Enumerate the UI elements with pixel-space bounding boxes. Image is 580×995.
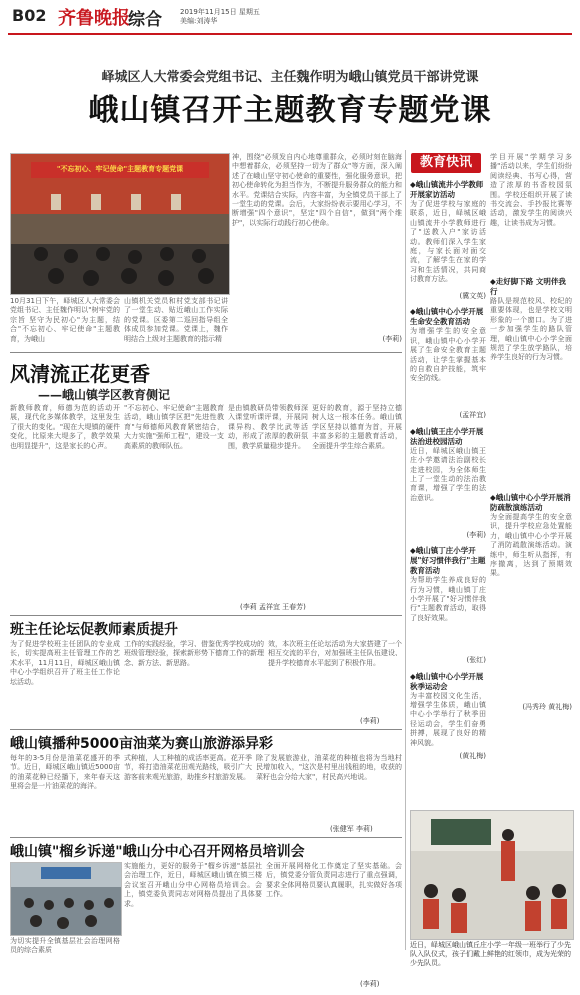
classroom-photo-icon — [411, 811, 573, 939]
sidebar-item-byline: (冀文英) — [459, 292, 486, 300]
story5-photo — [10, 862, 122, 936]
lead-headline: 峨山镇召开主题教育专题党课 — [88, 93, 492, 128]
sidebar-item-byline: (黄礼梅) — [459, 751, 486, 760]
sidebar-title: 教育快讯 — [411, 153, 481, 173]
sidebar-item-head: ◆峨山镇流井小学教师开展家访活动 — [410, 180, 484, 199]
sidebar-item-byline: (张红) — [466, 656, 486, 665]
sidebar-item — [410, 307, 486, 420]
lead-byline: (李莉) — [382, 335, 402, 343]
sidebar-col2 — [490, 153, 572, 803]
feature-col3: 是由镇教研员带领教师深入课堂听课评课，开展同课异构、教学比武等活动，形成了浓厚的教研氛围，教学质量稳步提升。 — [228, 404, 308, 450]
sidebar-item-body: 为增强学生的安全意识，峨山镇中心小学开展了生命安全教育主题活动，让学生掌握基本的自救自护技能，筑牢安全防线。 — [410, 327, 486, 383]
sidebar-item-body: 近日，峄城区峨山镇王庄小学邀请法治副校长走进校园，为全体师生上了一堂生动的法治教育课，增强了学生的法治意识。 — [410, 446, 486, 502]
sidebar-col1 — [410, 180, 486, 800]
story3-byline: (李莉) — [360, 717, 380, 725]
sidebar-divider — [405, 150, 406, 950]
sidebar-right-head2: ◆峨山镇中心小学开展消防疏散演练活动 — [490, 493, 571, 512]
story5-col2: 实施能力，更好的服务于"榴乡诉递"基层社会治理工作，近日，峄城区峨山镇在镇三楼会议室召开峨山分中心网格员培训会。会上，镇党委负责同志对网格员提出了具体要求。 — [124, 862, 262, 908]
lead-body-col2: 山镇机关党员和村党支部书记讲了一堂生动、贴近峨山工作实际的党课。区委第二巡回指导组全体成员参加党课。党课上，魏作明结合上级对主题教育的指示精 — [124, 297, 228, 343]
story3-col2: 工作的实践经验，学习、借鉴优秀学校成功的班级管理经验，探索新形势下德育工作的新理念、新方法、新思路。 — [124, 640, 264, 667]
lead-photo — [10, 153, 230, 295]
feature-col1: 新教师教育，师德为范的活动开展，现代化多媒体教学，这里发生了很大的变化。"现在大堤镇的硬件变化，比原来大堤多了，教学效果也明显提升"，这是家长的心声。 — [10, 404, 120, 450]
sidebar-right-head1: ◆走好脚下路 文明伴我行 — [490, 277, 566, 296]
sidebar-photo — [410, 810, 574, 940]
page-header — [0, 0, 580, 36]
story4-col1: 每年的3-5月份是油菜花盛开的季节。近日，峄城区峨山镇近5000亩的油菜花种已经播下，来年春天这里将会是一片油菜花的海洋。 — [10, 754, 120, 791]
sidebar-item-byline: (李莉) — [466, 530, 486, 539]
sidebar-item-head: ◆峨山镇中心小学开展生命安全教育活动 — [410, 307, 484, 327]
header-rule — [8, 33, 572, 35]
lead-subhead: 峄城区人大常委会党组书记、主任魏作明为峨山镇党员干部讲党课 — [101, 70, 479, 85]
sidebar-item-body: 为丰富校园文化生活，增强学生体质，峨山镇中心小学举行了秋季田径运动会，学生们奋勇拼搏，展现了良好的精神风貌。 — [410, 691, 486, 747]
page-number: B02 — [12, 6, 47, 25]
divider-line — [10, 837, 402, 838]
photo-banner-text: "不忘初心、牢记使命"主题教育专题党课 — [56, 165, 184, 173]
sidebar-item — [410, 546, 486, 665]
divider-line — [10, 729, 402, 730]
sidebar-item-body: 为帮助学生养成良好的行为习惯，峨山镇丁庄小学开展了"好习惯伴我行"主题教育活动，取得了良好效果。 — [410, 576, 486, 622]
sidebar-item-byline: (孟祥宜) — [459, 411, 486, 420]
story5-col3: 全面开展网格化工作奠定了坚实基础。会后，镇党委分管负责同志进行了重点强调，要求全体网格员要认真履职，扎实做好各项工作。 — [266, 862, 402, 899]
feature-headline: 风清流正花更香 — [10, 362, 150, 386]
sidebar-item — [410, 180, 486, 301]
meeting-photo-icon — [11, 154, 229, 294]
sidebar-item — [410, 672, 486, 761]
story4-col2: 式种植，人工种植的成活率更高。花开季节，将打造油菜花田观光路线，吸引广大游客前来观光旅游，助推乡村旅游发展。 — [124, 754, 252, 781]
sidebar-item-head: ◆峨山镇丁庄小学开展"好习惯伴我行"主题教育活动 — [410, 546, 486, 576]
header-meta — [180, 8, 260, 26]
divider-line — [10, 352, 402, 353]
header-date: 2019年11月15日 星期五 — [180, 8, 260, 16]
sidebar-photo-caption: 近日，峄城区峨山镇丘庄小学一年级一班举行了少先队入队仪式，孩子们戴上鲜艳的红领巾，成为光荣的少先队员。 — [410, 941, 571, 967]
story3-col3: 效，本次班主任论坛活动为大家搭建了一个相互交流的平台，对加强班主任队伍建设、提升学校德育水平起到了积极作用。 — [268, 640, 402, 667]
sidebar-right-body2: 为全面提高学生的安全意识，提升学校应急处置能力，峨山镇中心小学开展了消防疏散演练活动。演练中，师生听从指挥，有序撤离，达到了预期效果。 — [490, 513, 572, 578]
sidebar-right-intro: 学目开展"学期学习多播"活动以来，学生们纷纷阅读经典、书写心得，营造了浓厚的书香校园氛围。学校还组织开展了读书交流会、手抄报比赛等活动，激发学生的阅读兴趣，让读书成为习惯。 — [490, 153, 572, 227]
story4-headline: 峨山镇播种5000亩油菜为赛山旅游添异彩 — [10, 736, 273, 752]
sidebar-right-byline: (冯秀玲 黄礼梅) — [522, 703, 572, 711]
story3-headline: 班主任论坛促教师素质提升 — [10, 622, 178, 638]
sidebar-item-head: ◆峨山镇王庄小学开展法治进校园活动 — [410, 426, 484, 446]
sidebar-item-body: 为了促进学校与家庭的联系，近日，峄城区峨山镇流井小学教师进行了"送教入户"家访活动。教师们深入学生家庭，与家长面对面交流，了解学生在家的学习和生活情况，共同商讨教育方法。 — [410, 200, 486, 284]
feature-subhead: ——峨山镇学区教育侧记 — [38, 388, 171, 402]
lead-body-col1: 10月31日下午，峄城区人大常委会党组书记、主任魏作明以"树牢党的宗旨 坚守为民初心"为主题，结合"不忘初心、牢记使命"主题教育，为峨山 — [10, 297, 120, 343]
sidebar-right-body1: 路队是规范校风、校纪的重要体现，也是学校文明形象的一个窗口。为了进一步加强学生的路队管理，峨山镇中心小学全面规范了学生放学路队，培养学生良好的行为习惯。 — [490, 297, 572, 362]
divider-line — [10, 615, 402, 616]
feature-col4: 更好的教育，源于坚持立德树人这一根本任务。峨山镇学区坚持以德育为首，开展丰富多彩的主题教育活动，全面提升学生综合素质。 — [312, 404, 402, 450]
feature-col2: "不忘初心、牢记使命"主题教育活动，峨山镇学区把"先进性教育"与师德师风教育紧密结合，大力实施"强师工程"，建设一支高素质的教师队伍。 — [124, 404, 224, 450]
sidebar-item — [410, 427, 486, 540]
story5-byline: (李莉) — [360, 980, 380, 988]
training-photo-icon — [11, 863, 121, 935]
feature-byline: (李莉 孟祥宜 王春芳) — [240, 603, 306, 611]
newspaper-logo: 齐鲁晚报 — [58, 8, 130, 29]
lead-body-col3: 神，围绕"必须发自内心地尊重群众，必须时刻在脑海中想着群众，必须坚持一切为了群众"等方面，深入阐述了在峨山坚守初心使命的重要性，强化服务意识，把初心使命转化为担当作为，不断提升服务群众的能力和水平。党课结合实际，内容丰富，为全镇党员干部上了一堂生动的党课。会后，大家纷纷表示要用心学习，不断增强"四个意识"，坚定"四个自信"，做到"两个维护"，以实际行动践行初心使命。 — [232, 153, 402, 227]
story3-col1: 为了促进学校班主任团队的专业成长，切实提高班主任管理工作的艺术水平，11月11日，峄城区峨山镇中心小学组织召开了班主任工作论坛活动。 — [10, 640, 120, 686]
story5-headline: 峨山镇"榴乡诉递"峨山分中心召开网格员培训会 — [10, 844, 305, 860]
story5-col1: 为切实提升全镇基层社会治理网格员的综合素质 — [10, 937, 120, 955]
story4-byline: (张健军 李莉) — [330, 825, 373, 833]
section-name: 综合 — [128, 10, 162, 30]
sidebar-item-head: ◆峨山镇中心小学开展秋季运动会 — [410, 671, 484, 691]
story4-col3: 除了发展旅游业，油菜花的种植也将为当地村民增加收入，"这次是村里出钱租的地，收获的菜籽也会分给大家"，村民高兴地说。 — [256, 754, 402, 781]
header-editor: 美编:刘涛华 — [180, 17, 218, 25]
